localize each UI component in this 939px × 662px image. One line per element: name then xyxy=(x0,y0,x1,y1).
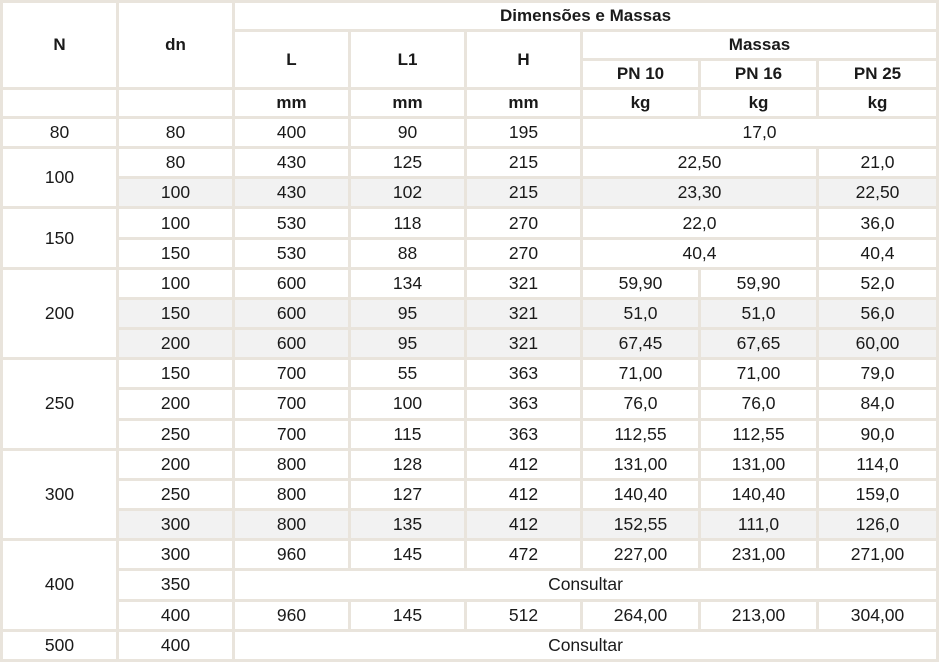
table-row xyxy=(3,571,936,598)
l1-cell: 90 xyxy=(351,119,464,146)
dn-cell: 300 xyxy=(119,541,232,568)
dn-cell: 150 xyxy=(119,360,232,387)
n-cell: 100 xyxy=(3,149,116,206)
l1-cell: 145 xyxy=(351,602,464,629)
l-cell: 800 xyxy=(235,511,348,538)
h-cell: 321 xyxy=(467,300,580,327)
h-cell: 270 xyxy=(467,240,580,267)
table-row xyxy=(3,632,936,659)
table-row xyxy=(3,149,936,176)
pn16-cell: 76,0 xyxy=(701,390,816,417)
l1-cell: 134 xyxy=(351,270,464,297)
l-cell: 960 xyxy=(235,541,348,568)
header-group-title: Dimensões e Massas xyxy=(235,3,936,29)
dn-cell: 100 xyxy=(119,209,232,236)
table-row xyxy=(3,300,936,327)
l1-cell: 127 xyxy=(351,481,464,508)
l1-cell: 95 xyxy=(351,300,464,327)
header-pn16: PN 16 xyxy=(701,61,816,87)
unit-pn16: kg xyxy=(701,90,816,116)
pn10-cell: 51,0 xyxy=(583,300,698,327)
dn-cell: 200 xyxy=(119,330,232,357)
l-cell: 960 xyxy=(235,602,348,629)
header-l: L xyxy=(235,32,348,87)
pn16-cell: 67,65 xyxy=(701,330,816,357)
table-row xyxy=(3,240,936,267)
mass-pn10-pn16-cell: 22,50 xyxy=(583,149,816,176)
l-cell: 400 xyxy=(235,119,348,146)
table-row xyxy=(3,451,936,478)
pn25-cell: 21,0 xyxy=(819,149,936,176)
mass-all-cell: 17,0 xyxy=(583,119,936,146)
header-massas: Massas xyxy=(583,32,936,58)
dn-cell: 100 xyxy=(119,270,232,297)
mass-pn10-pn16-cell: 23,30 xyxy=(583,179,816,206)
pn16-cell: 231,00 xyxy=(701,541,816,568)
pn25-cell: 79,0 xyxy=(819,360,936,387)
l1-cell: 102 xyxy=(351,179,464,206)
h-cell: 363 xyxy=(467,390,580,417)
l-cell: 530 xyxy=(235,240,348,267)
h-cell: 215 xyxy=(467,149,580,176)
pn16-cell: 111,0 xyxy=(701,511,816,538)
consult-cell: Consultar xyxy=(235,571,936,598)
mass-pn10-pn16-cell: 40,4 xyxy=(583,240,816,267)
table-row xyxy=(3,481,936,508)
table-row xyxy=(3,511,936,538)
table-row xyxy=(3,541,936,568)
l1-cell: 115 xyxy=(351,421,464,448)
n-cell: 200 xyxy=(3,270,116,357)
dn-cell: 80 xyxy=(119,149,232,176)
pn10-cell: 264,00 xyxy=(583,602,698,629)
header-h: H xyxy=(467,32,580,87)
l1-cell: 125 xyxy=(351,149,464,176)
h-cell: 412 xyxy=(467,481,580,508)
dn-cell: 150 xyxy=(119,240,232,267)
pn10-cell: 76,0 xyxy=(583,390,698,417)
dn-cell: 80 xyxy=(119,119,232,146)
dn-cell: 150 xyxy=(119,300,232,327)
table-row xyxy=(3,209,936,236)
n-cell: 400 xyxy=(3,541,116,628)
pn10-cell: 227,00 xyxy=(583,541,698,568)
l-cell: 600 xyxy=(235,330,348,357)
l1-cell: 135 xyxy=(351,511,464,538)
pn16-cell: 112,55 xyxy=(701,421,816,448)
l-cell: 800 xyxy=(235,481,348,508)
h-cell: 472 xyxy=(467,541,580,568)
pn16-cell: 140,40 xyxy=(701,481,816,508)
dn-cell: 400 xyxy=(119,632,232,659)
l1-cell: 55 xyxy=(351,360,464,387)
dn-cell: 300 xyxy=(119,511,232,538)
h-cell: 363 xyxy=(467,421,580,448)
pn10-cell: 131,00 xyxy=(583,451,698,478)
unit-h: mm xyxy=(467,90,580,116)
h-cell: 412 xyxy=(467,451,580,478)
pn10-cell: 59,90 xyxy=(583,270,698,297)
pn25-cell: 90,0 xyxy=(819,421,936,448)
l1-cell: 100 xyxy=(351,390,464,417)
h-cell: 412 xyxy=(467,511,580,538)
pn10-cell: 71,00 xyxy=(583,360,698,387)
table-row xyxy=(3,119,936,146)
l-cell: 600 xyxy=(235,270,348,297)
pn25-cell: 126,0 xyxy=(819,511,936,538)
pn25-cell: 114,0 xyxy=(819,451,936,478)
dn-cell: 350 xyxy=(119,571,232,598)
dn-cell: 250 xyxy=(119,421,232,448)
pn25-cell: 36,0 xyxy=(819,209,936,236)
pn25-cell: 304,00 xyxy=(819,602,936,629)
table-row xyxy=(3,360,936,387)
h-cell: 512 xyxy=(467,602,580,629)
n-cell: 80 xyxy=(3,119,116,146)
dn-cell: 100 xyxy=(119,179,232,206)
header-pn25: PN 25 xyxy=(819,61,936,87)
pn25-cell: 40,4 xyxy=(819,240,936,267)
h-cell: 270 xyxy=(467,209,580,236)
pn25-cell: 22,50 xyxy=(819,179,936,206)
pn10-cell: 67,45 xyxy=(583,330,698,357)
unit-l1: mm xyxy=(351,90,464,116)
mass-pn10-pn16-cell: 22,0 xyxy=(583,209,816,236)
h-cell: 321 xyxy=(467,330,580,357)
l1-cell: 145 xyxy=(351,541,464,568)
unit-pn25: kg xyxy=(819,90,936,116)
pn16-cell: 51,0 xyxy=(701,300,816,327)
n-cell: 250 xyxy=(3,360,116,447)
pn10-cell: 152,55 xyxy=(583,511,698,538)
pn10-cell: 112,55 xyxy=(583,421,698,448)
l-cell: 700 xyxy=(235,360,348,387)
l-cell: 800 xyxy=(235,451,348,478)
l-cell: 430 xyxy=(235,179,348,206)
dn-cell: 400 xyxy=(119,602,232,629)
l1-cell: 95 xyxy=(351,330,464,357)
table-row xyxy=(3,179,936,206)
header-n: N xyxy=(3,3,116,87)
l-cell: 600 xyxy=(235,300,348,327)
table-row xyxy=(3,602,936,629)
h-cell: 195 xyxy=(467,119,580,146)
n-cell: 500 xyxy=(3,632,116,659)
pn16-cell: 71,00 xyxy=(701,360,816,387)
header-pn10: PN 10 xyxy=(583,61,698,87)
pn16-cell: 59,90 xyxy=(701,270,816,297)
pn25-cell: 159,0 xyxy=(819,481,936,508)
pn25-cell: 56,0 xyxy=(819,300,936,327)
n-cell: 150 xyxy=(3,209,116,266)
header-dn: dn xyxy=(119,3,232,87)
pn25-cell: 271,00 xyxy=(819,541,936,568)
h-cell: 215 xyxy=(467,179,580,206)
table-body xyxy=(3,119,936,659)
header-l1: L1 xyxy=(351,32,464,87)
dn-cell: 250 xyxy=(119,481,232,508)
table-row xyxy=(3,270,936,297)
l-cell: 530 xyxy=(235,209,348,236)
table-row xyxy=(3,421,936,448)
dn-cell: 200 xyxy=(119,390,232,417)
unit-pn10: kg xyxy=(583,90,698,116)
pn25-cell: 84,0 xyxy=(819,390,936,417)
consult-cell: Consultar xyxy=(235,632,936,659)
header-dn-blank xyxy=(119,90,232,116)
pn10-cell: 140,40 xyxy=(583,481,698,508)
h-cell: 321 xyxy=(467,270,580,297)
l-cell: 700 xyxy=(235,421,348,448)
l-cell: 430 xyxy=(235,149,348,176)
l-cell: 700 xyxy=(235,390,348,417)
h-cell: 363 xyxy=(467,360,580,387)
pn25-cell: 52,0 xyxy=(819,270,936,297)
l1-cell: 118 xyxy=(351,209,464,236)
pn25-cell: 60,00 xyxy=(819,330,936,357)
l1-cell: 128 xyxy=(351,451,464,478)
table-header xyxy=(3,3,936,116)
table-row xyxy=(3,390,936,417)
l1-cell: 88 xyxy=(351,240,464,267)
table-row xyxy=(3,330,936,357)
dn-cell: 200 xyxy=(119,451,232,478)
pn16-cell: 213,00 xyxy=(701,602,816,629)
header-n-blank xyxy=(3,90,116,116)
n-cell: 300 xyxy=(3,451,116,538)
unit-l: mm xyxy=(235,90,348,116)
pn16-cell: 131,00 xyxy=(701,451,816,478)
